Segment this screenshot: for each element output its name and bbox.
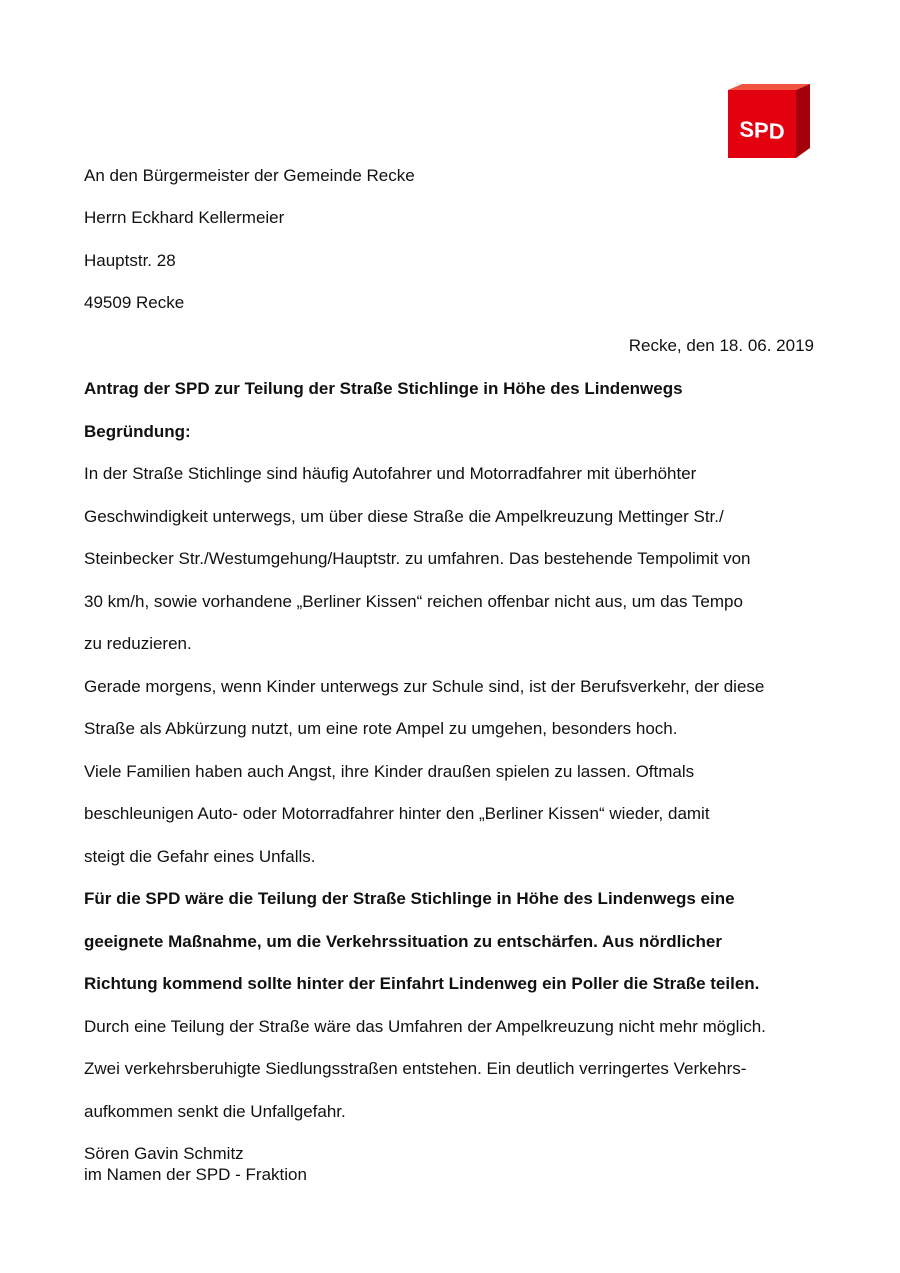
logo-cube-top xyxy=(728,84,810,90)
recipient-line-4: 49509 Recke xyxy=(84,293,185,312)
bold-proposal-line: geeignete Maßnahme, um die Verkehrssituation zu entschärfen. Aus nördlicher xyxy=(84,932,722,951)
body-line: Viele Familien haben auch Angst, ihre Kinder draußen spielen zu lassen. Oftmals xyxy=(84,762,695,781)
bold-proposal-line: Richtung kommend sollte hinter der Einfahrt Lindenweg ein Poller die Straße teilen. xyxy=(84,974,760,993)
recipient-line-1: An den Bürgermeister der Gemeinde Recke xyxy=(84,166,415,185)
bold-proposal-line: Für die SPD wäre die Teilung der Straße Stichlinge in Höhe des Lindenwegs eine xyxy=(84,889,735,908)
letter-date: Recke, den 18. 06. 2019 xyxy=(628,336,814,355)
signature-name: Sören Gavin Schmitz xyxy=(84,1144,244,1163)
body-line: Zwei verkehrsberuhigte Siedlungsstraßen entstehen. Ein deutlich verringertes Verkehrs- xyxy=(84,1059,747,1078)
body-line: Durch eine Teilung der Straße wäre das Umfahren der Ampelkreuzung nicht mehr möglich. xyxy=(84,1017,766,1036)
recipient-line-3: Hauptstr. 28 xyxy=(84,251,176,270)
logo-cube-side xyxy=(796,84,810,158)
body-line: Steinbecker Str./Westumgehung/Hauptstr. zu umfahren. Das bestehende Tempolimit von xyxy=(84,549,751,568)
body-line: Straße als Abkürzung nutzt, um eine rote Ampel zu umgehen, besonders hoch. xyxy=(84,719,678,738)
body-line: aufkommen senkt die Unfallgefahr. xyxy=(84,1102,346,1121)
body-line: Gerade morgens, wenn Kinder unterwegs zur Schule sind, ist der Berufsverkehr, der diese xyxy=(84,677,765,696)
body-line: 30 km/h, sowie vorhandene „Berliner Kissen“ reichen offenbar nicht aus, um das Tempo xyxy=(84,592,743,611)
body-line: beschleunigen Auto- oder Motorradfahrer hinter den „Berliner Kissen“ wieder, damit xyxy=(84,804,710,823)
body-line: steigt die Gefahr eines Unfalls. xyxy=(84,847,316,866)
recipient-line-2: Herrn Eckhard Kellermeier xyxy=(84,208,285,227)
spd-logo xyxy=(722,80,814,160)
body-line: Geschwindigkeit unterwegs, um über diese Straße die Ampelkreuzung Mettinger Str./ xyxy=(84,507,724,526)
logo-text: SPD xyxy=(739,116,785,145)
signature-role: im Namen der SPD - Fraktion xyxy=(84,1165,307,1184)
subject-line: Antrag der SPD zur Teilung der Straße Stichlinge in Höhe des Lindenwegs xyxy=(84,379,683,398)
reason-heading: Begründung: xyxy=(84,422,191,441)
body-line: zu reduzieren. xyxy=(84,634,192,653)
body-line: In der Straße Stichlinge sind häufig Autofahrer und Motorradfahrer mit überhöhter xyxy=(84,464,697,483)
